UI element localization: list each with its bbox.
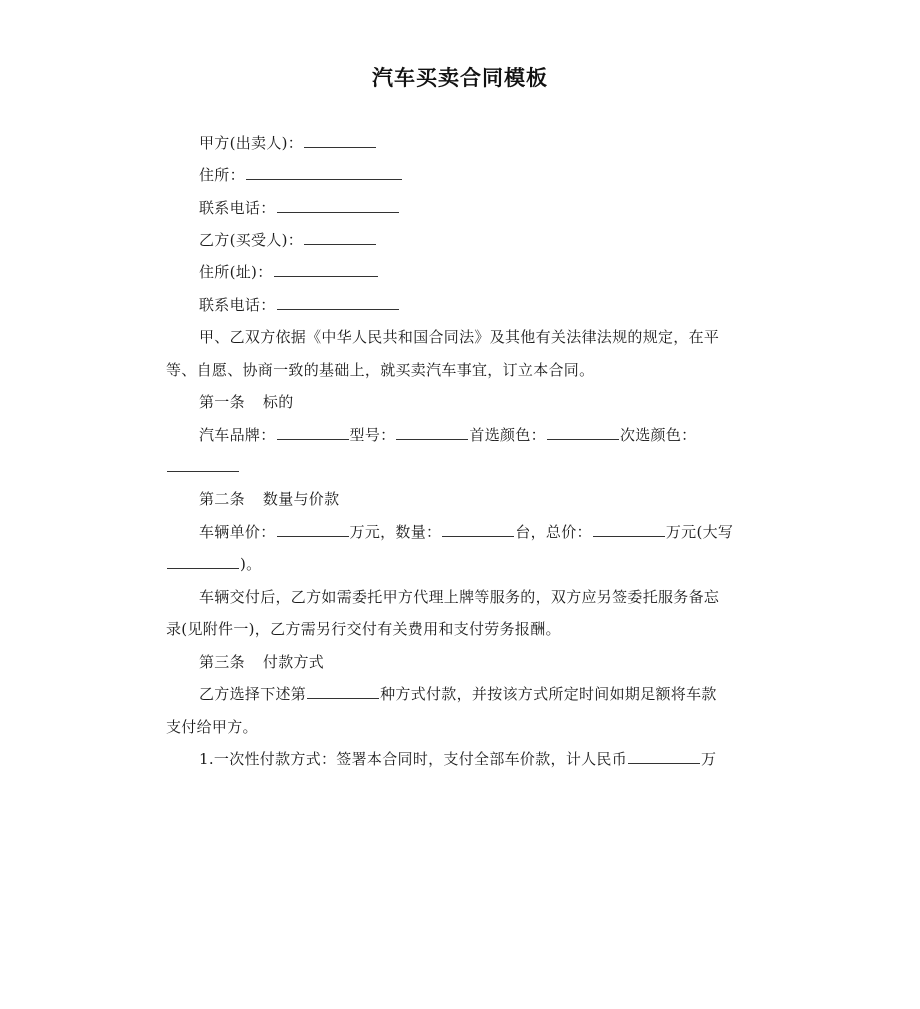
payment-choice-line-2: 支付给甲方。 xyxy=(166,718,258,736)
secondary-color-line xyxy=(166,451,758,483)
article-2-heading xyxy=(166,483,791,515)
payment-option-1-unit: 万 xyxy=(701,750,717,768)
party-b-phone-blank[interactable] xyxy=(277,289,399,310)
party-b-address-label: 住所(址)： xyxy=(199,263,273,281)
uppercase-close: )。 xyxy=(240,555,262,573)
brand-blank[interactable] xyxy=(277,419,349,440)
article-3-heading xyxy=(166,646,791,678)
payment-choice-post: 种方式付款，并按该方式所定时间如期足额将车款 xyxy=(380,685,717,703)
party-a-phone-line xyxy=(166,192,791,224)
article-1-number: 第一条 xyxy=(199,393,245,411)
document-title: 汽车买卖合同模板 xyxy=(372,66,548,90)
article-3-title: 付款方式 xyxy=(262,653,325,671)
quantity-blank[interactable] xyxy=(442,516,514,537)
primary-color-blank[interactable] xyxy=(547,419,619,440)
party-b-address-blank[interactable] xyxy=(274,256,378,277)
secondary-color-label: 次选颜色： xyxy=(619,426,697,444)
article-1-title: 标的 xyxy=(262,393,294,411)
party-b-address-line xyxy=(166,256,791,288)
party-b-phone-line xyxy=(166,289,791,321)
delivery-line-1: 车辆交付后，乙方如需委托甲方代理上牌等服务的，双方应另签委托服务备忘 xyxy=(199,588,720,606)
payment-choice-pre: 乙方选择下述第 xyxy=(199,685,307,703)
price-line xyxy=(166,516,791,548)
payment-option-1-line xyxy=(166,743,791,775)
secondary-color-blank[interactable] xyxy=(167,451,239,472)
party-a-address-blank[interactable] xyxy=(246,159,402,180)
article-2-title: 数量与价款 xyxy=(262,490,340,508)
party-a-phone-blank[interactable] xyxy=(277,192,399,213)
payment-option-1-blank[interactable] xyxy=(628,743,700,764)
preamble-line-1: 甲、乙双方依据《中华人民共和国合同法》及其他有关法律法规的规定，在平 xyxy=(199,328,720,346)
primary-color-label: 首选颜色： xyxy=(469,426,546,444)
unit-price-blank[interactable] xyxy=(277,516,349,537)
payment-choice-blank[interactable] xyxy=(307,678,379,699)
quantity-label: 万元，数量： xyxy=(349,523,442,541)
total-label: 台，总价： xyxy=(515,523,592,541)
uppercase-amount-line xyxy=(166,548,758,580)
party-a-address-label: 住所： xyxy=(199,166,245,184)
payment-choice-line xyxy=(166,678,791,710)
article-2-number: 第二条 xyxy=(199,490,245,508)
article-3-number: 第三条 xyxy=(199,653,245,671)
party-b-line xyxy=(166,224,791,256)
preamble-line-2: 等、自愿、协商一致的基础上，就买卖汽车事宜，订立本合同。 xyxy=(166,361,595,379)
party-a-label: 甲方(出卖人)： xyxy=(199,134,304,152)
uppercase-label: 万元(大写 xyxy=(665,523,734,541)
party-a-phone-label: 联系电话： xyxy=(199,199,276,217)
party-a-blank[interactable] xyxy=(304,127,376,148)
party-a-address-line xyxy=(166,159,791,191)
party-b-phone-label: 联系电话： xyxy=(199,296,276,314)
party-b-label: 乙方(买受人)： xyxy=(199,231,304,249)
brand-label: 汽车品牌： xyxy=(199,426,276,444)
party-a-line xyxy=(166,127,791,159)
unit-price-label: 车辆单价： xyxy=(199,523,276,541)
uppercase-amount-blank[interactable] xyxy=(167,548,239,569)
article-1-heading xyxy=(166,386,791,418)
model-blank[interactable] xyxy=(396,419,468,440)
payment-option-1-text: 1.一次性付款方式：签署本合同时，支付全部车价款，计人民币 xyxy=(199,750,628,768)
delivery-line-2: 录(见附件一)，乙方需另行交付有关费用和支付劳务报酬。 xyxy=(166,620,561,638)
model-label: 型号： xyxy=(349,426,396,444)
total-price-blank[interactable] xyxy=(593,516,665,537)
article-1-fields-line xyxy=(166,419,791,451)
party-b-blank[interactable] xyxy=(304,224,376,245)
